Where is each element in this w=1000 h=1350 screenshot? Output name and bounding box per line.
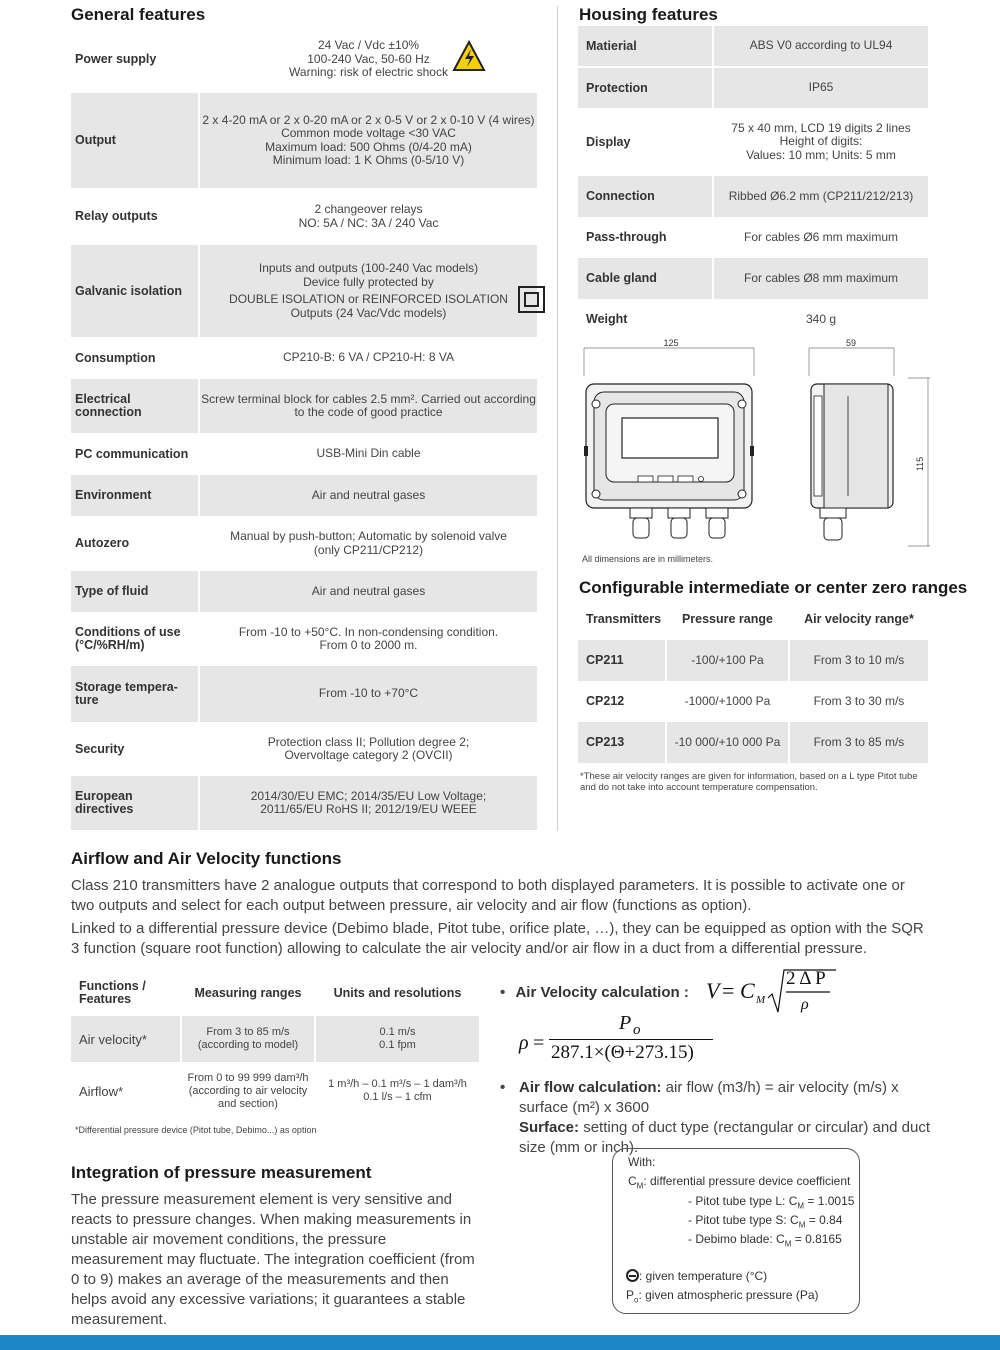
housing-features-table bbox=[578, 26, 928, 340]
velocity-range-cell: From 3 to 85 m/s bbox=[789, 722, 928, 763]
spec-label: Relay outputs bbox=[75, 209, 158, 223]
spec-label: Connection bbox=[578, 176, 713, 217]
spec-value-line: (only CP211/CP212) bbox=[313, 542, 424, 557]
units-line: 0.1 l/s – 1 cfm bbox=[363, 1091, 432, 1103]
spec-value-line: Inputs and outputs (100-240 Vac models) bbox=[258, 261, 479, 275]
spec-row bbox=[578, 299, 928, 340]
pressure-range-cell: -1000/+1000 Pa bbox=[666, 681, 789, 722]
coefficient-line: - Pitot tube type S: $C_M = 0.84$ bbox=[688, 1213, 843, 1230]
velocity-calculation: • Air Velocity calculation : bbox=[500, 984, 689, 1001]
spec-label: Pass-through bbox=[586, 230, 667, 244]
function-label: Air velocity* bbox=[71, 1016, 181, 1062]
spec-value-line: CP210-B: 6 VA / CP210-H: 8 VA bbox=[283, 350, 454, 365]
spec-label: Electrical connection bbox=[71, 379, 199, 433]
spec-value-line: to the code of good practice bbox=[294, 405, 443, 419]
column-header: Measuring ranges bbox=[181, 970, 315, 1016]
spec-value-line: NO: 5A / NC: 3A / 240 Vac bbox=[298, 215, 439, 230]
spec-row bbox=[71, 93, 537, 188]
spec-value-line: IP65 bbox=[808, 80, 834, 95]
integration-title: Integration of pressure measurement bbox=[71, 1163, 372, 1182]
spec-value-line: Screw terminal block for cables 2.5 mm². Carried out according bbox=[201, 391, 536, 406]
double-insulation-icon bbox=[518, 286, 545, 313]
side-width-dimension: 59 bbox=[845, 338, 857, 348]
spec-row bbox=[71, 188, 537, 245]
housing-front-view bbox=[584, 384, 754, 538]
velocity-calculation-label: Air Velocity calculation : bbox=[515, 984, 689, 1001]
spec-value-line: For cables Ø6 mm maximum bbox=[743, 229, 899, 244]
spec-row bbox=[71, 337, 537, 379]
column-header: Units and resolutions bbox=[315, 970, 479, 1016]
table-row bbox=[71, 1016, 479, 1062]
column-header: Air velocity range* bbox=[789, 599, 928, 640]
spec-value-line: Maximum load: 500 Ohms (0/4-20 mA) bbox=[265, 139, 472, 154]
ranges-footnote: *These air velocity ranges are given for information, based on a L type Pitot tube and do not take into account temperature compensation. bbox=[580, 771, 918, 793]
p0-definition: $P_o$: given atmospheric pressure (Pa) bbox=[626, 1288, 819, 1305]
transmitter-cell: CP211 bbox=[578, 640, 666, 681]
column-header: Transmitters bbox=[586, 612, 662, 626]
coefficients-box bbox=[612, 1148, 860, 1314]
housing-features-title: Housing features bbox=[579, 5, 718, 24]
table-row bbox=[578, 640, 928, 681]
height-dimension: 115 bbox=[915, 456, 925, 472]
spec-value-line: From -10 to +50°C. In non-condensing condition. bbox=[238, 624, 499, 639]
spec-row bbox=[578, 217, 928, 258]
coefficient-line: - Pitot tube type L: $C_M = 1.0015$ bbox=[688, 1194, 855, 1211]
spec-value-line: DOUBLE ISOLATION or REINFORCED ISOLATION bbox=[200, 293, 537, 307]
coefficient-line: - Debimo blade: $C_M = 0.8165$ bbox=[688, 1232, 842, 1249]
spec-row bbox=[578, 176, 928, 217]
range-line: and section) bbox=[218, 1097, 278, 1110]
velocity-range-cell: From 3 to 30 m/s bbox=[789, 681, 928, 722]
units-line: 1 m³/h – 0.1 m³/s – 1 dam³/h bbox=[328, 1078, 467, 1090]
spec-row bbox=[578, 67, 928, 108]
spec-row bbox=[71, 722, 537, 776]
with-title: With: bbox=[628, 1155, 656, 1169]
spec-row bbox=[578, 258, 928, 299]
airflow-paragraph-1: Class 210 transmitters have 2 analogue outputs that correspond to both displayed parameters. It is possible to activate one or two outputs and select for each output between pressure, air velocity and air flow (functions as option). bbox=[71, 877, 905, 914]
dimensions-note: All dimensions are in millimeters. bbox=[582, 554, 714, 564]
spec-value-line: ABS V0 according to UL94 bbox=[749, 38, 893, 53]
theta-icon bbox=[626, 1269, 639, 1282]
ranges-header-row bbox=[578, 599, 928, 640]
spec-row bbox=[71, 612, 537, 666]
spec-value-line: 24 Vac / Vdc ±10% bbox=[317, 38, 420, 53]
footer-accent-bar bbox=[0, 1335, 1000, 1350]
spec-label: Weight bbox=[586, 312, 628, 326]
column-header: Pressure range bbox=[666, 599, 789, 640]
electric-shock-warning-icon bbox=[452, 40, 486, 76]
spec-label: Protection bbox=[578, 67, 713, 108]
spec-row bbox=[71, 433, 537, 475]
column-header: Functions / Features bbox=[79, 979, 146, 1006]
spec-label: Galvanic isolation bbox=[71, 245, 199, 337]
spec-value-line: Minimum load: 1 K Ohms (0-5/10 V) bbox=[272, 153, 465, 167]
spec-label: Output bbox=[71, 93, 199, 188]
theta-definition: : given temperature (°C) bbox=[626, 1267, 767, 1286]
table-row bbox=[71, 1062, 479, 1120]
general-features-title: General features bbox=[71, 5, 206, 24]
housing-side-view bbox=[811, 384, 893, 540]
airflow-calculation: • Air flow calculation: air flow (m3/h) = air velocity (m/s) x surface (m²) x 3600 Surface: setting of duct type (rectangular or circular) and duct size (mm or inch). bbox=[500, 1079, 931, 1156]
spec-value-line: Outputs (24 Vac/Vdc models) bbox=[290, 305, 447, 320]
spec-label: Type of fluid bbox=[71, 571, 199, 612]
airflow-calculation-label: Air flow calculation: bbox=[519, 1079, 662, 1096]
spec-value-line: 2 x 4-20 mA or 2 x 0-20 mA or 2 x 0-5 V or 2 x 0-10 V (4 wires) bbox=[202, 112, 535, 127]
table-row bbox=[578, 722, 928, 763]
spec-value-line: Protection class II; Pollution degree 2; bbox=[267, 734, 470, 749]
spec-value-line: 100-240 Vac, 50-60 Hz bbox=[307, 51, 430, 66]
range-line: (according to air velocity bbox=[188, 1084, 308, 1097]
ranges-title: Configurable intermediate or center zero ranges bbox=[579, 578, 968, 597]
spec-row bbox=[71, 516, 537, 571]
spec-label: Environment bbox=[71, 475, 199, 516]
function-label: Airflow* bbox=[79, 1083, 124, 1099]
housing-dimension-drawing bbox=[578, 336, 938, 556]
spec-value-line: Air and neutral gases bbox=[311, 487, 426, 502]
spec-row bbox=[71, 245, 537, 337]
velocity-range-cell: From 3 to 10 m/s bbox=[789, 640, 928, 681]
airflow-calculation-text: air flow (m3/h) = air velocity (m/s) x surface (m²) x 3600 bbox=[519, 1079, 899, 1116]
functions-footnote: *Differential pressure device (Pitot tube, Debimo...) as option bbox=[75, 1125, 317, 1135]
spec-value-line: 340 g bbox=[806, 311, 837, 326]
spec-label: Storage tempera-ture bbox=[71, 666, 199, 722]
surface-label: Surface: bbox=[519, 1119, 580, 1136]
spec-value-line: Overvoltage category 2 (OVCII) bbox=[284, 748, 453, 762]
spec-label: Consumption bbox=[75, 350, 156, 365]
spec-value-line: For cables Ø8 mm maximum bbox=[743, 270, 899, 285]
spec-value-line: Manual by push-button; Automatic by solenoid valve bbox=[230, 529, 507, 543]
spec-row bbox=[71, 666, 537, 722]
units-line: 0.1 fpm bbox=[379, 1039, 416, 1051]
spec-row bbox=[71, 776, 537, 830]
units-line: 0.1 m/s bbox=[379, 1026, 416, 1038]
spec-row bbox=[578, 26, 928, 67]
pressure-range-cell: -10 000/+10 000 Pa bbox=[666, 722, 789, 763]
spec-label: Security bbox=[75, 741, 125, 756]
spec-row bbox=[71, 475, 537, 516]
integration-paragraph: The pressure measurement element is very sensitive and reacts to pressure changes. When making measurements in unstable air movement conditions, the pressure measurement may fluctuate. The integration coefficient (from 0 to 9) makes an average of the measurements and then helps avoid any excessive variations; it guarantees a stable measurement. bbox=[71, 1191, 475, 1328]
spec-label: European directives bbox=[71, 776, 199, 830]
spec-value-line: Height of digits: bbox=[779, 134, 863, 149]
ranges-table bbox=[578, 599, 928, 763]
spec-value-line: Device fully protected by bbox=[303, 274, 434, 289]
spec-row bbox=[578, 108, 928, 176]
spec-value-line: From -10 to +70°C bbox=[318, 686, 419, 701]
functions-header-row bbox=[71, 970, 479, 1016]
spec-value-line: 2011/65/EU RoHS II; 2012/19/EU WEEE bbox=[260, 802, 477, 816]
spec-value-line: Common mode voltage <30 VAC bbox=[281, 126, 456, 140]
spec-value-line: 2 changeover relays bbox=[314, 202, 423, 216]
spec-value-line: Air and neutral gases bbox=[311, 583, 426, 598]
functions-table bbox=[71, 970, 479, 1120]
airflow-paragraph-2: Linked to a differential pressure device (Debimo blade, Pitot tube, orifice plate, …), they can be equipped as option with the SQR 3 function (square root function) allowing to calculate the air velocity and/or air flow in a duct from a differential pressure. bbox=[71, 920, 924, 957]
spec-label: Conditions of use (°C/%RH/m) bbox=[75, 625, 181, 652]
spec-value-line: Ribbed Ø6.2 mm (CP211/212/213) bbox=[728, 188, 914, 203]
spec-value-line: 75 x 40 mm, LCD 19 digits 2 lines bbox=[731, 120, 911, 135]
spec-label: Cable gland bbox=[578, 258, 713, 299]
front-width-dimension: 125 bbox=[663, 338, 679, 348]
column-divider bbox=[557, 6, 558, 831]
spec-value-line: Warning: risk of electric shock bbox=[200, 66, 537, 80]
range-line: From 0 to 99 999 dam³/h bbox=[187, 1071, 309, 1084]
spec-value-line: Values: 10 mm; Units: 5 mm bbox=[746, 147, 896, 162]
cm-definition: $C_M$: differential pressure device coefficient bbox=[628, 1174, 851, 1191]
transmitter-cell: CP213 bbox=[578, 722, 666, 763]
spec-row bbox=[71, 379, 537, 433]
transmitter-cell: CP212 bbox=[586, 694, 625, 708]
pressure-range-cell: -100/+100 Pa bbox=[666, 640, 789, 681]
range-line: From 3 to 85 m/s bbox=[206, 1026, 290, 1038]
general-features-table bbox=[71, 26, 537, 830]
spec-value-line: USB-Mini Din cable bbox=[316, 446, 421, 461]
spec-value-line: From 0 to 2000 m. bbox=[319, 638, 418, 652]
density-formula: ρ = P o 287.1×(Θ+273.15) bbox=[519, 1012, 719, 1068]
spec-value-line: 2014/30/EU EMC; 2014/35/EU Low Voltage; bbox=[250, 788, 487, 803]
airflow-title: Airflow and Air Velocity functions bbox=[71, 849, 342, 868]
spec-label: Autozero bbox=[75, 536, 130, 550]
spec-label: Matierial bbox=[578, 26, 713, 67]
velocity-formula: V = C M 2 Δ P ρ bbox=[706, 966, 846, 1016]
spec-label: Display bbox=[586, 134, 631, 149]
spec-row bbox=[71, 571, 537, 612]
range-line: (according to model) bbox=[197, 1039, 299, 1051]
spec-row bbox=[71, 26, 537, 93]
surface-text: setting of duct type (rectangular or circular) and duct size (mm or inch). bbox=[519, 1119, 931, 1156]
table-row bbox=[578, 681, 928, 722]
spec-label: PC communication bbox=[75, 446, 189, 461]
spec-label: Power supply bbox=[75, 52, 157, 66]
